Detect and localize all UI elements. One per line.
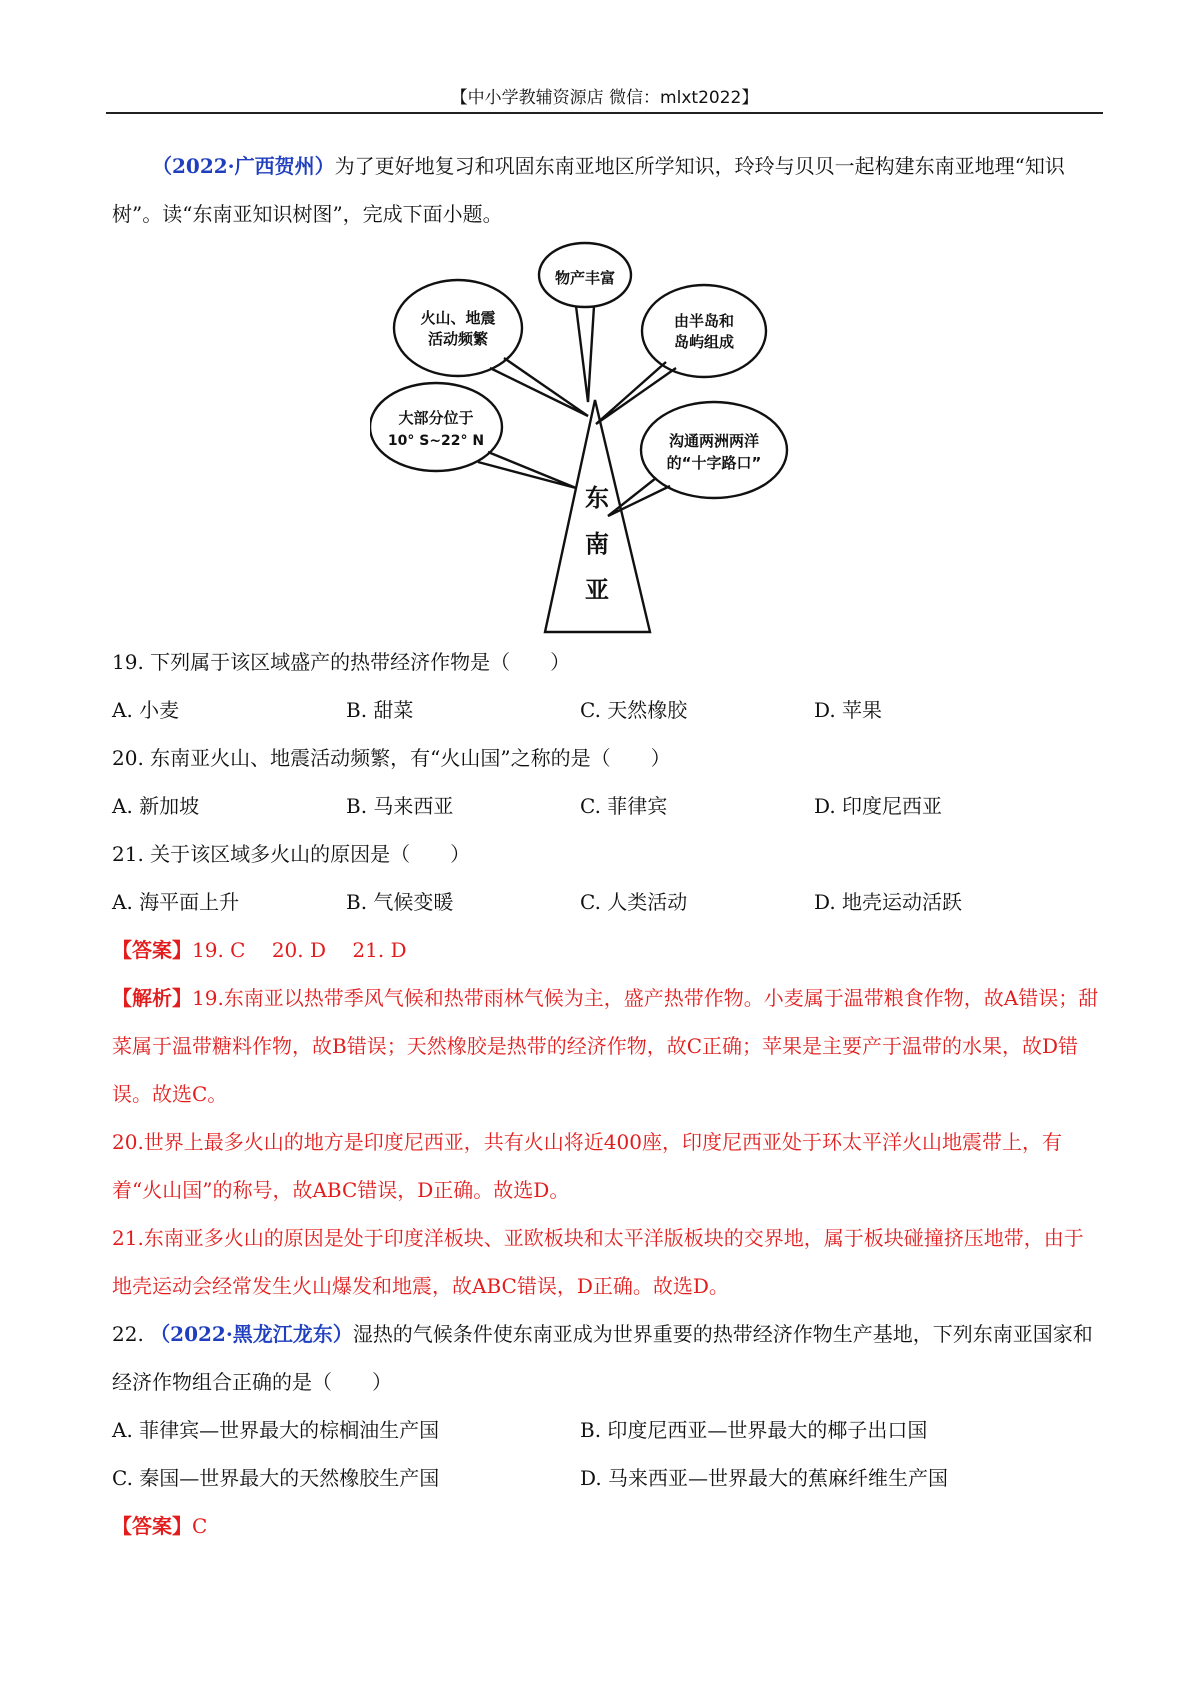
explanation-19	[112, 974, 1102, 1118]
bubble-label: 由半岛和	[673, 312, 735, 330]
option-c: C. 人类活动	[580, 890, 688, 914]
trunk-char: 亚	[585, 576, 609, 604]
bubble-outline	[394, 280, 522, 376]
knowledge-tree-figure	[112, 240, 1102, 638]
option-b: B. 甜菜	[346, 698, 414, 722]
question-22-options-row1	[112, 1406, 1102, 1454]
option-d: D. 地壳运动活跃	[814, 890, 963, 914]
answer-22	[112, 1502, 1102, 1550]
answer-text: C	[192, 1514, 208, 1538]
answer-19-21	[112, 926, 1102, 974]
bubble-label: 10° S~22° N	[387, 433, 485, 449]
bubble-stem	[490, 358, 588, 416]
option-b: B. 印度尼西亚—世界最大的椰子出口国	[580, 1418, 928, 1442]
knowledge-tree-diagram	[370, 240, 790, 634]
option-a: A. 小麦	[112, 698, 180, 722]
question-22-options-row2	[112, 1454, 1102, 1502]
question-20-stem: 20. 东南亚火山、地震活动频繁，有“火山国”之称的是（ ）	[112, 746, 671, 770]
bubble-stem	[576, 306, 594, 402]
option-a: A. 菲律宾—世界最大的棕榈油生产国	[112, 1418, 440, 1442]
option-a: A. 海平面上升	[112, 890, 240, 914]
explanation-label: 【解析】	[112, 986, 192, 1010]
question-21-options	[112, 878, 1102, 926]
page-header: 【中小学教辅资源店 微信：mlxt2022】	[450, 88, 759, 108]
option-a: A. 新加坡	[112, 794, 200, 818]
question-19-stem: 19. 下列属于该区域盛产的热带经济作物是（ ）	[112, 650, 571, 674]
bubble-label: 大部分位于	[398, 409, 474, 427]
bubble-label: 物产丰富	[554, 269, 616, 287]
option-b: B. 气候变暖	[346, 890, 454, 914]
explanation-20: 20.世界上最多火山的地方是印度尼西亚，共有火山将近400座，印度尼西亚处于环太平洋火山地震带上，有着“火山国”的称号，故ABC错误，D正确。故选D。	[112, 1130, 1062, 1202]
question-19-options	[112, 686, 1102, 734]
explanation-21: 21.东南亚多火山的原因是处于印度洋板块、亚欧板块和太平洋版板块的交界地，属于板块碰撞挤压地带，由于地壳运动会经常发生火山爆发和地震，故ABC错误，D正确。故选D。	[112, 1226, 1084, 1298]
question-22-stem	[112, 1310, 1102, 1406]
answer-label: 【答案】	[112, 938, 192, 962]
option-c: C. 秦国—世界最大的天然橡胶生产国	[112, 1466, 440, 1490]
intro-paragraph	[112, 142, 1102, 238]
option-b: B. 马来西亚	[346, 794, 454, 818]
intro-text: 为了更好地复习和巩固东南亚地区所学知识，玲玲与贝贝一起构建东南亚地理“知识树”。读“东南亚知识树图”，完成下面小题。	[112, 154, 1065, 226]
bubble-outline	[370, 383, 502, 471]
option-d: D. 苹果	[814, 698, 883, 722]
option-d: D. 马来西亚—世界最大的蕉麻纤维生产国	[580, 1466, 949, 1490]
bubble-outline	[641, 402, 787, 498]
question-22-number: 22.	[112, 1322, 151, 1346]
explanation-text: 19.东南亚以热带季风气候和热带雨林气候为主，盛产热带作物。小麦属于温带粮食作物，故A错误；甜菜属于温带糖料作物，故B错误；天然橡胶是热带的经济作物，故C正确；苹果是主要产于温带的水果，故D错误。故选C。	[112, 986, 1099, 1106]
question-22-source: （2022·黑龙江龙东）	[150, 1322, 353, 1346]
bubble-label: 活动频繁	[427, 330, 489, 348]
bubble-outline	[642, 285, 766, 377]
header-divider	[106, 112, 1103, 114]
bubble-label: 的“十字路口”	[666, 454, 762, 472]
bubble-label: 沟通两洲两洋	[668, 432, 760, 450]
document-body	[112, 142, 1102, 1550]
question-20-options	[112, 782, 1102, 830]
intro-source: （2022·广西贺州）	[152, 154, 335, 178]
question-22-text: 湿热的气候条件使东南亚成为世界重要的热带经济作物生产基地，下列东南亚国家和经济作物组合正确的是（ ）	[112, 1322, 1093, 1394]
trunk-char: 南	[585, 530, 609, 558]
option-d: D. 印度尼西亚	[814, 794, 943, 818]
bubble-stem	[478, 452, 576, 488]
option-c: C. 天然橡胶	[580, 698, 688, 722]
trunk-char: 东	[585, 484, 609, 512]
answer-text: 19. C 20. D 21. D	[192, 938, 407, 962]
answer-label: 【答案】	[112, 1514, 192, 1538]
option-c: C. 菲律宾	[580, 794, 668, 818]
bubble-label: 火山、地震	[420, 309, 496, 327]
bubble-label: 岛屿组成	[673, 333, 735, 351]
question-21-stem: 21. 关于该区域多火山的原因是（ ）	[112, 842, 471, 866]
